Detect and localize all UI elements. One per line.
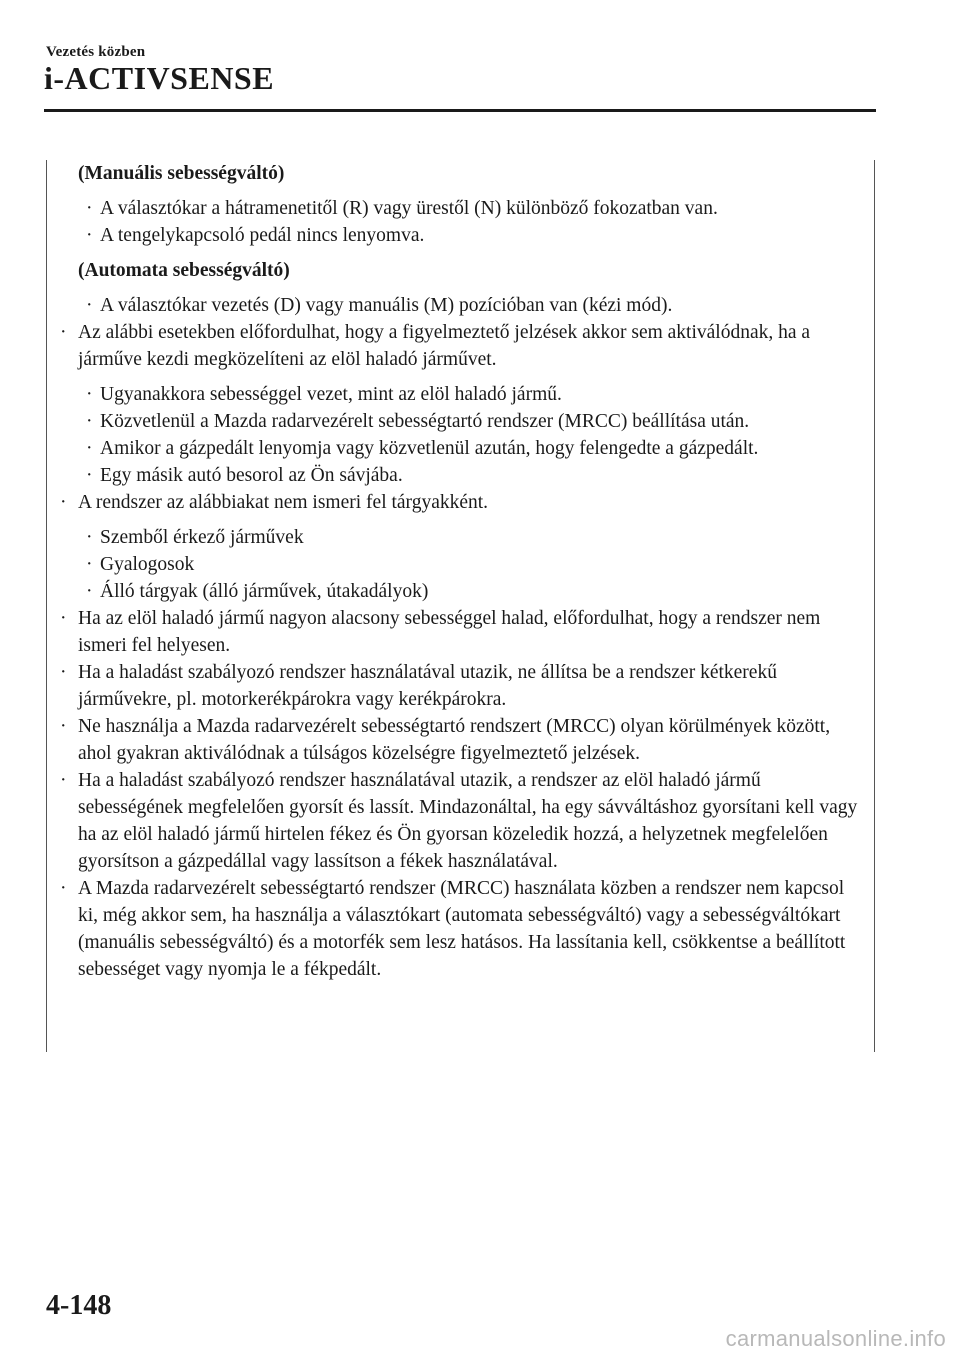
- bullet-icon: ·: [86, 465, 93, 486]
- list-item: · A választókar vezetés (D) vagy manuális (M) pozícióban van (kézi mód).: [78, 292, 864, 319]
- list-item: · Amikor a gázpedált lenyomja vagy közvetlenül azután, hogy felengedte a gázpedált.: [78, 435, 864, 462]
- list-item: · Közvetlenül a Mazda radarvezérelt sebességtartó rendszer (MRCC) beállítása után.: [78, 408, 864, 435]
- bullet-icon: ·: [60, 878, 67, 899]
- bullet-icon: ·: [86, 384, 93, 405]
- bullet-icon: ·: [60, 662, 67, 683]
- bullet-icon: ·: [60, 608, 67, 629]
- bullet-icon: ·: [86, 554, 93, 575]
- bullet-icon: ·: [86, 438, 93, 459]
- warning-intro: · Az alábbi esetekben előfordulhat, hogy a figyelmeztető jelzések akkor sem aktiválódnak, ha a járműve kezdi megközelíteni az elöl haladó járművet.: [78, 319, 864, 373]
- bullet-icon: ·: [86, 198, 93, 219]
- bullet-icon: ·: [86, 295, 93, 316]
- list-item: · A választókar a hátramenetitől (R) vagy ürestől (N) különböző fokozatban van.: [78, 195, 864, 222]
- list-item: · Ugyanakkora sebességgel vezet, mint az elöl haladó jármű.: [78, 381, 864, 408]
- bullet-icon: ·: [60, 716, 67, 737]
- note-item: · Ha a haladást szabályozó rendszer használatával utazik, ne állítsa be a rendszer kétkerekű járművekre, pl. motorkerékpárokra vagy kerékpárokra.: [78, 659, 864, 713]
- bullet-icon: ·: [86, 225, 93, 246]
- manual-transmission-heading: (Manuális sebességváltó): [78, 163, 285, 184]
- list-item: · A tengelykapcsoló pedál nincs lenyomva.: [78, 222, 864, 249]
- header-rule: [44, 109, 876, 112]
- watermark-url: carmanualsonline.info: [725, 1326, 946, 1351]
- list-item: · Szemből érkező járművek: [78, 524, 864, 551]
- content-column: [60, 160, 864, 983]
- list-item: · Egy másik autó besorol az Ön sávjába.: [78, 462, 864, 489]
- bullet-icon: ·: [86, 527, 93, 548]
- note-item: · Ha az elöl haladó jármű nagyon alacsony sebességgel halad, előfordulhat, hogy a rendszer nem ismeri fel helyesen.: [78, 605, 864, 659]
- note-item: · A Mazda radarvezérelt sebességtartó rendszer (MRCC) használata közben a rendszer nem kapcsol ki, még akkor sem, ha használja a választókart (automata sebességváltó) vagy a sebességváltókart (manuális sebességváltó) és a motorfék sem lesz hatásos. Ha lassítania kell, csökkentse a beállított sebességet vagy nyomja le a fékpedált.: [78, 875, 864, 983]
- automatic-transmission-heading: (Automata sebességváltó): [78, 260, 290, 281]
- list-item: · Gyalogosok: [78, 551, 864, 578]
- bullet-icon: ·: [60, 492, 67, 513]
- page-number: 4-148: [46, 1290, 112, 1321]
- section-label: Vezetés közben: [46, 44, 146, 60]
- bullet-icon: ·: [86, 581, 93, 602]
- bullet-icon: ·: [60, 770, 67, 791]
- column-border-left: [46, 160, 47, 1052]
- chapter-title: i-ACTIVSENSE: [44, 60, 275, 96]
- list-item: · Álló tárgyak (álló járművek, útakadályok): [78, 578, 864, 605]
- note-item: · Ha a haladást szabályozó rendszer használatával utazik, a rendszer az elöl haladó jármű sebességének megfelelően gyorsít és lassít. Mindazonáltal, ha egy sávváltáshoz gyorsítani kell vagy ha az elöl haladó jármű hirtelen fékez és Ön gyorsan közeledik hozzá, a helyzetnek megfelelően gyorsítson a gázpedállal vagy lassítson a fékek használatával.: [78, 767, 864, 875]
- note-item: · Ne használja a Mazda radarvezérelt sebességtartó rendszert (MRCC) olyan körülmények között, ahol gyakran aktiválódnak a túlságos közelségre figyelmeztető jelzések.: [78, 713, 864, 767]
- bullet-icon: ·: [86, 411, 93, 432]
- objects-intro: · A rendszer az alábbiakat nem ismeri fel tárgyakként.: [78, 489, 864, 516]
- bullet-icon: ·: [60, 322, 67, 343]
- column-border-right: [874, 160, 875, 1052]
